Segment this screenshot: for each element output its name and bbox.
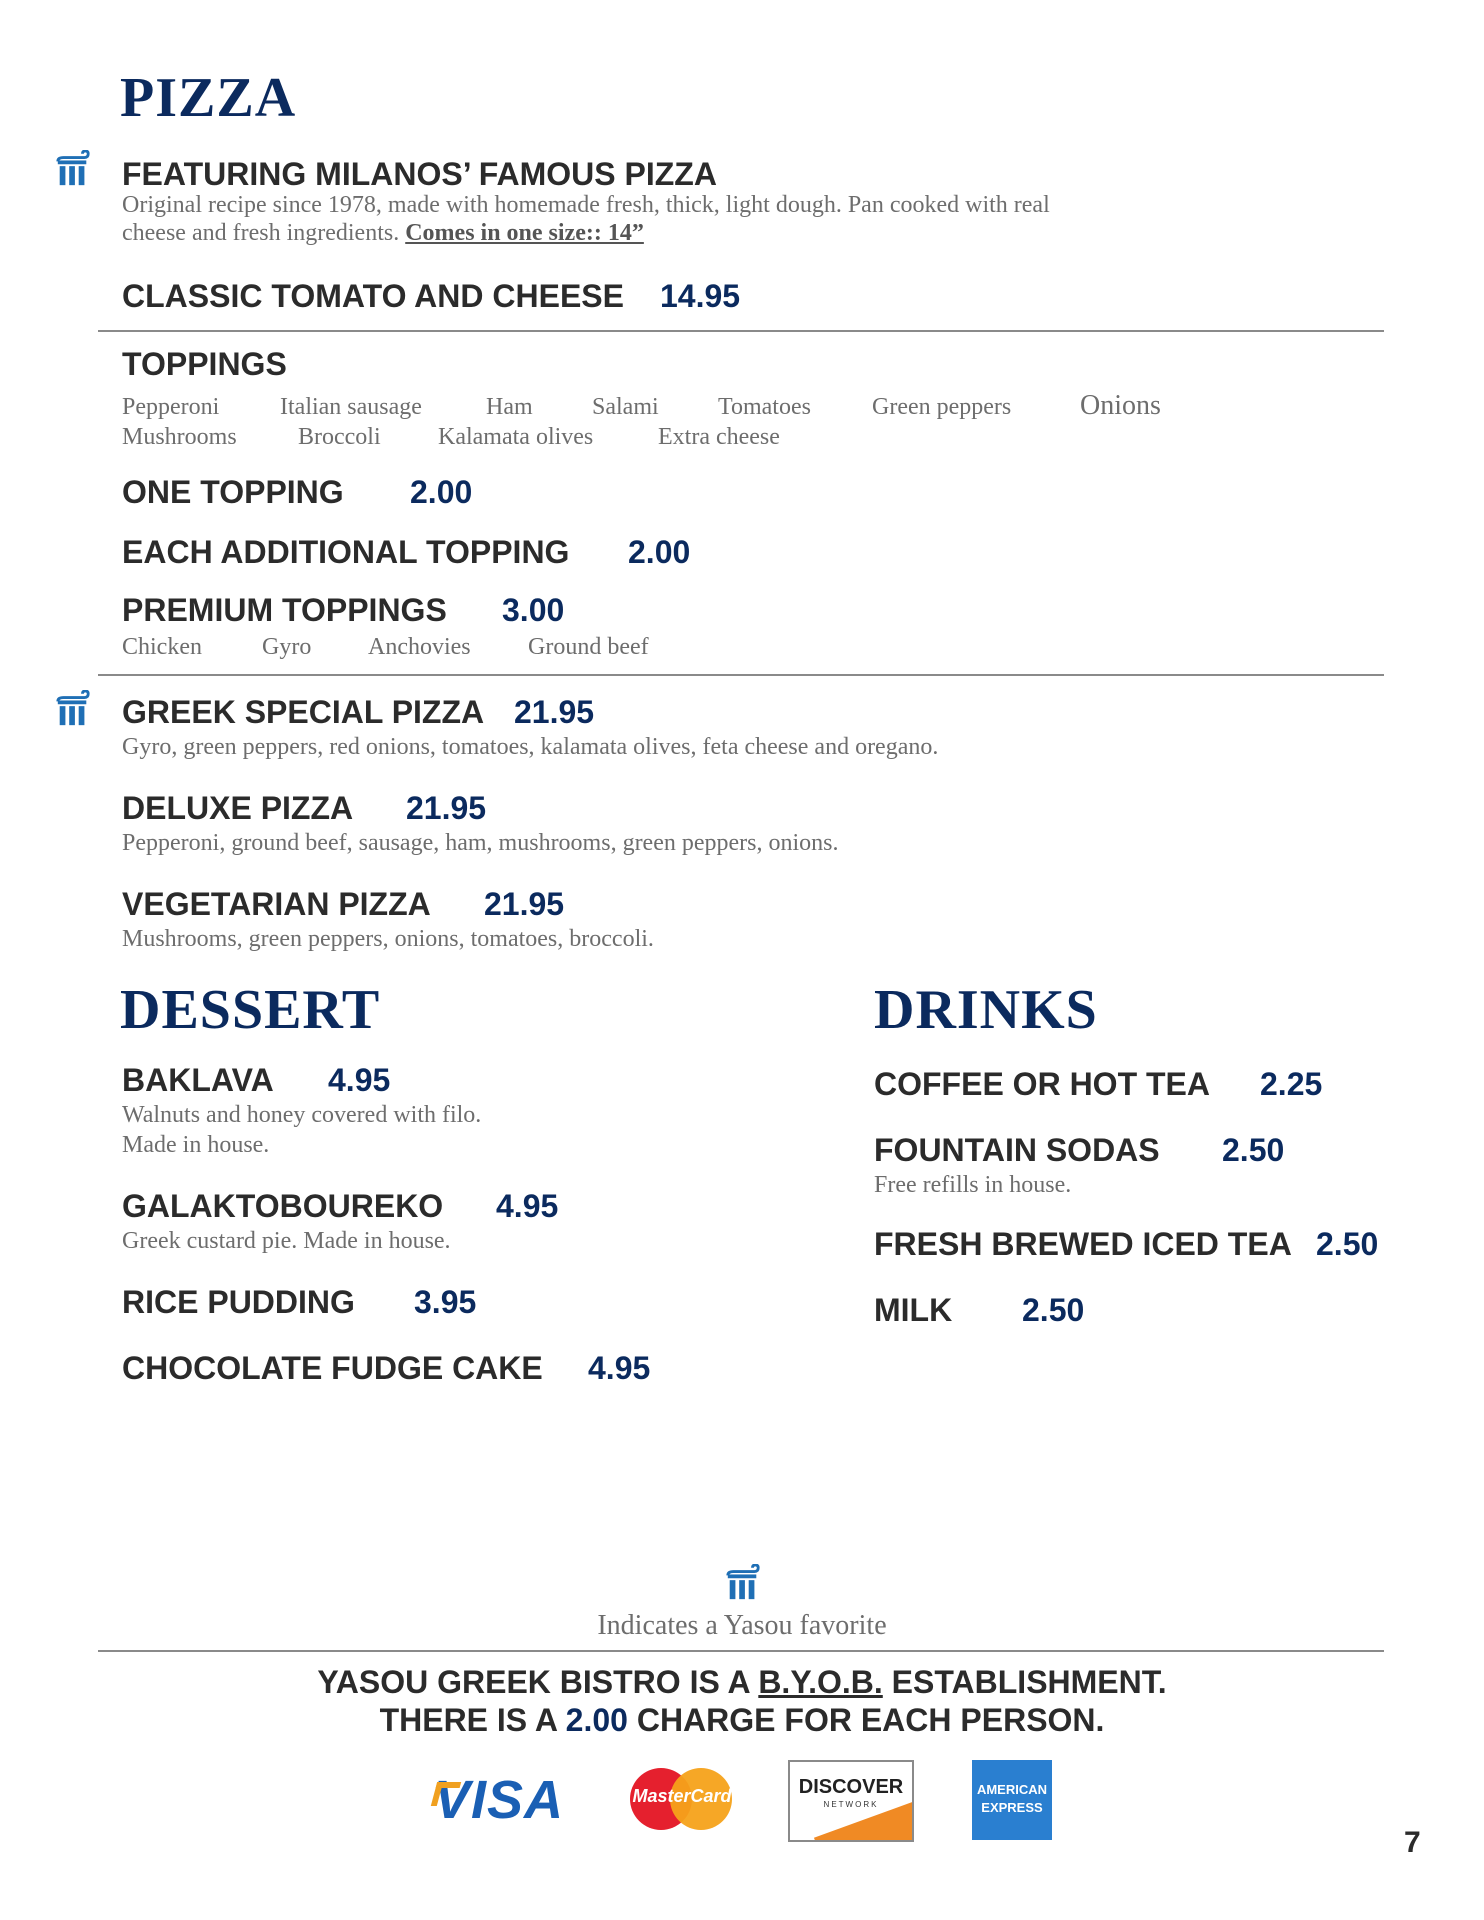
greek-special-desc: Gyro, green peppers, red onions, tomatoes, kalamata olives, feta cheese and oregano. (122, 734, 939, 760)
favorite-legend-text: Indicates a Yasou favorite (597, 1610, 887, 1641)
premium-anchovies: Anchovies (368, 634, 471, 660)
premium-ground-beef: Ground beef (528, 634, 649, 660)
size-note: Comes in one size:: 14” (405, 220, 644, 246)
charge-prefix: THERE IS A (379, 1702, 566, 1738)
galaktoboureko-price: 4.95 (496, 1188, 559, 1224)
topping-green-peppers: Green peppers (872, 394, 1012, 420)
topping-broccoli: Broccoli (298, 424, 381, 450)
baklava-desc-1: Walnuts and honey covered with filo. (122, 1102, 482, 1128)
baklava-desc-2: Made in house. (122, 1132, 270, 1158)
favorite-column-icon (724, 1564, 762, 1602)
favorite-column-icon (54, 690, 92, 728)
baklava-name: BAKLAVA (122, 1062, 274, 1098)
fountain-sodas-price: 2.50 (1222, 1132, 1285, 1168)
byob-abbreviation: B.Y.O.B. (758, 1664, 883, 1700)
divider (98, 674, 1384, 676)
amex-text-1: AMERICAN (976, 1782, 1048, 1797)
featured-pizza-name: FEATURING MILANOS’ FAMOUS PIZZA (122, 156, 717, 192)
premium-gyro: Gyro (262, 634, 312, 660)
fountain-sodas-name: FOUNTAIN SODAS (874, 1132, 1160, 1168)
mastercard-logo (630, 1766, 734, 1832)
coffee-tea-name: COFFEE OR HOT TEA (874, 1066, 1210, 1102)
premium-chicken: Chicken (122, 634, 202, 660)
fountain-sodas-desc: Free refills in house. (874, 1172, 1072, 1198)
premium-toppings-price: 3.00 (502, 592, 565, 628)
greek-special-price: 21.95 (514, 694, 595, 730)
galaktoboureko-name: GALAKTOBOUREKO (122, 1188, 444, 1224)
vegetarian-pizza-desc: Mushrooms, green peppers, onions, tomatoes, broccoli. (122, 926, 654, 952)
byob-prefix: YASOU GREEK BISTRO IS A (317, 1664, 759, 1700)
vegetarian-pizza-name: VEGETARIAN PIZZA (122, 886, 431, 922)
discover-logo (788, 1760, 914, 1842)
featured-desc-prefix: cheese and fresh ingredients. (122, 220, 406, 246)
milk-name: MILK (874, 1292, 953, 1328)
page-number: 7 (1404, 1826, 1421, 1859)
divider (98, 330, 1384, 332)
chocolate-fudge-cake-name: CHOCOLATE FUDGE CAKE (122, 1350, 543, 1386)
rice-pudding-price: 3.95 (414, 1284, 477, 1320)
byob-line-2 (0, 1702, 1484, 1739)
byob-line-1 (0, 1664, 1484, 1701)
featured-pizza-desc-line1: Original recipe since 1978, made with homemade fresh, thick, light dough. Pan cooked with real (122, 192, 1050, 218)
additional-topping-price: 2.00 (628, 534, 691, 570)
drinks-section-title: DRINKS (874, 979, 1098, 1041)
pizza-section-title: PIZZA (120, 67, 297, 129)
deluxe-pizza-name: DELUXE PIZZA (122, 790, 354, 826)
iced-tea-name: FRESH BREWED ICED TEA (874, 1226, 1292, 1262)
amex-logo (972, 1760, 1052, 1840)
classic-pizza-name: CLASSIC TOMATO AND CHEESE (122, 278, 624, 314)
baklava-price: 4.95 (328, 1062, 391, 1098)
topping-salami: Salami (592, 394, 659, 420)
topping-mushrooms: Mushrooms (122, 424, 237, 450)
topping-pepperoni: Pepperoni (122, 394, 220, 420)
coffee-tea-price: 2.25 (1260, 1066, 1323, 1102)
rice-pudding-name: RICE PUDDING (122, 1284, 355, 1320)
topping-tomatoes: Tomatoes (718, 394, 811, 420)
iced-tea-price: 2.50 (1316, 1226, 1379, 1262)
deluxe-pizza-price: 21.95 (406, 790, 487, 826)
deluxe-pizza-desc: Pepperoni, ground beef, sausage, ham, mushrooms, green peppers, onions. (122, 830, 839, 856)
additional-topping-name: EACH ADDITIONAL TOPPING (122, 534, 570, 570)
discover-subtext: NETWORK (823, 1800, 879, 1809)
favorite-column-icon (54, 150, 92, 188)
visa-logo (434, 1770, 580, 1830)
premium-toppings-name: PREMIUM TOPPINGS (122, 592, 447, 628)
one-topping-name: ONE TOPPING (122, 474, 344, 510)
topping-extra-cheese: Extra cheese (658, 424, 780, 450)
toppings-title: TOPPINGS (122, 346, 287, 382)
topping-onions: Onions (1080, 390, 1161, 421)
vegetarian-pizza-price: 21.95 (484, 886, 565, 922)
featured-pizza-desc-line2 (122, 220, 644, 247)
byob-suffix: ESTABLISHMENT. (882, 1664, 1167, 1700)
discover-text: DISCOVER (798, 1776, 904, 1798)
one-topping-price: 2.00 (410, 474, 473, 510)
charge-suffix: CHARGE FOR EACH PERSON. (627, 1702, 1105, 1738)
mastercard-text: MasterCard (632, 1786, 732, 1806)
greek-special-name: GREEK SPECIAL PIZZA (122, 694, 485, 730)
amex-text-2: EXPRESS (981, 1800, 1043, 1815)
topping-ham: Ham (486, 394, 533, 420)
galaktoboureko-desc: Greek custard pie. Made in house. (122, 1228, 451, 1254)
topping-italian-sausage: Italian sausage (280, 394, 422, 420)
visa-text: VISA (434, 1770, 565, 1830)
topping-kalamata-olives: Kalamata olives (438, 424, 594, 450)
dessert-section-title: DESSERT (120, 979, 381, 1041)
charge-price: 2.00 (565, 1702, 628, 1738)
divider (98, 1650, 1384, 1652)
classic-pizza-price: 14.95 (660, 278, 741, 314)
chocolate-fudge-cake-price: 4.95 (588, 1350, 651, 1386)
milk-price: 2.50 (1022, 1292, 1085, 1328)
